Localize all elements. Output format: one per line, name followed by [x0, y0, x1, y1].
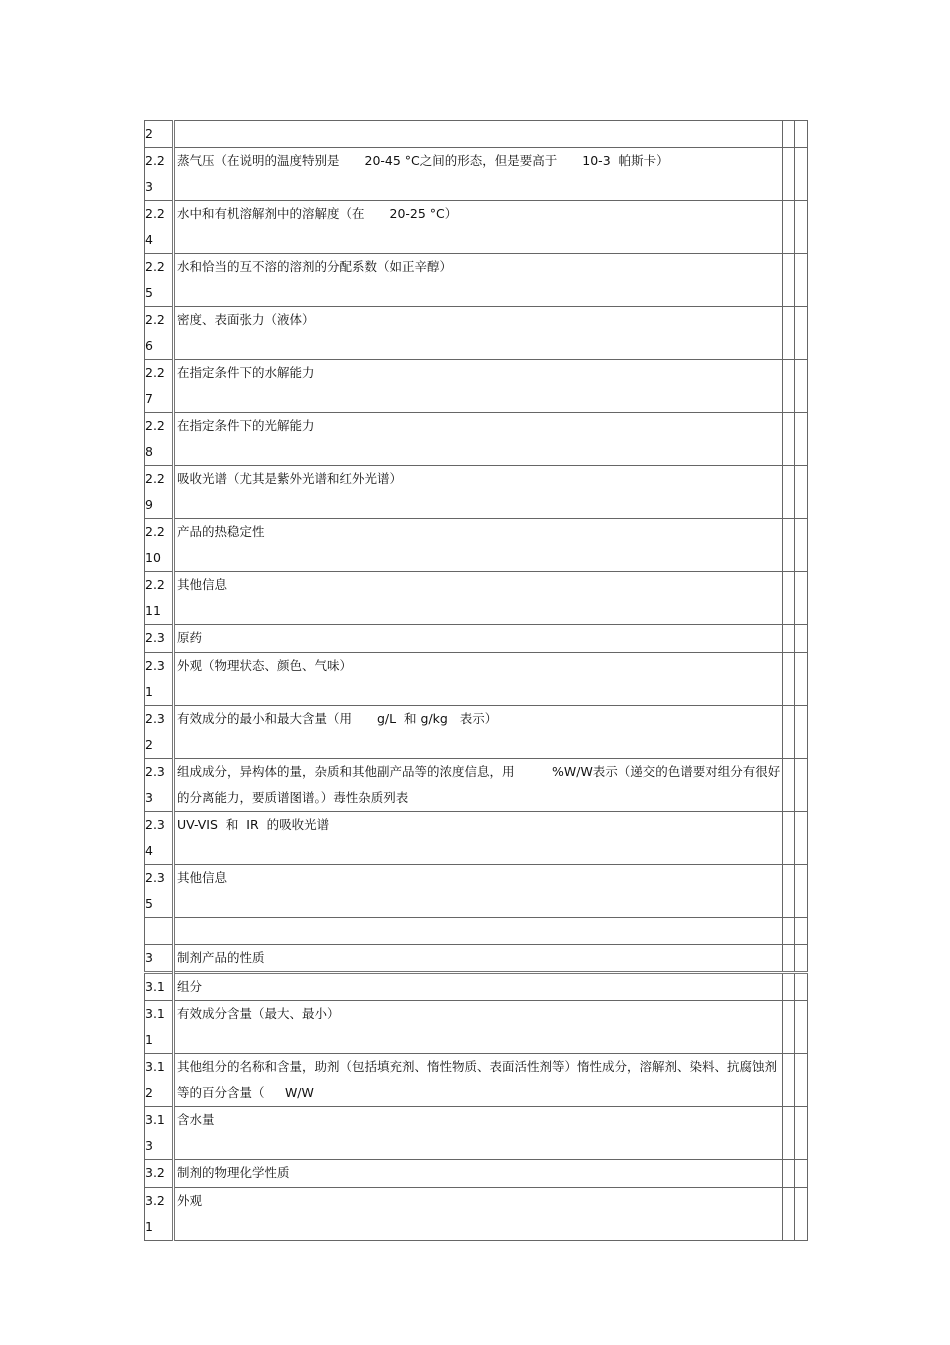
empty-cell: [783, 706, 795, 759]
item-description: 水中和有机溶解剂中的溶解度（在 20-25 °C）: [177, 206, 458, 221]
empty-cell: [783, 759, 795, 812]
item-description-cell: [174, 1001, 783, 1054]
item-description-cell: [174, 572, 783, 625]
empty-cell: [795, 121, 808, 148]
empty-cell: [795, 360, 808, 413]
table-row: [145, 307, 808, 360]
empty-cell: [783, 148, 795, 201]
item-description-cell: [174, 413, 783, 466]
item-description: 蒸气压（在说明的温度特别是 20-45 °C之间的形态，但是要高于 10-3 帕斯卡）: [177, 153, 669, 168]
section-number: 2.2 8: [145, 418, 165, 459]
empty-cell: [783, 466, 795, 519]
section-number: 3.2: [145, 1165, 165, 1180]
empty-cell: [795, 625, 808, 653]
empty-cell: [783, 865, 795, 918]
section-number: 2.2 10: [145, 524, 165, 565]
empty-cell: [795, 973, 808, 1001]
empty-cell: [795, 254, 808, 307]
item-description-cell: [174, 706, 783, 759]
section-number: 2.3 3: [145, 764, 165, 805]
empty-cell: [795, 519, 808, 572]
empty-cell: [783, 1188, 795, 1241]
empty-cell: [783, 1160, 795, 1188]
item-description-cell: [174, 812, 783, 865]
table-row: [145, 759, 808, 812]
section-number: 3.1 3: [145, 1112, 165, 1153]
empty-cell: [783, 519, 795, 572]
section-number: 3: [145, 950, 153, 965]
section-number-cell: [145, 148, 174, 201]
section-number-cell: [145, 519, 174, 572]
section-number: 3.1 1: [145, 1006, 165, 1047]
item-description: 含水量: [177, 1112, 215, 1127]
empty-cell: [783, 121, 795, 148]
empty-cell: [783, 625, 795, 653]
table-row: [145, 812, 808, 865]
item-description-cell: [174, 519, 783, 572]
section-number: 3.1: [145, 979, 165, 994]
table-row: [145, 625, 808, 653]
item-description-cell: [174, 918, 783, 945]
empty-cell: [795, 706, 808, 759]
section-number: 2.3 4: [145, 817, 165, 858]
item-description: 原药: [177, 630, 203, 645]
item-description-cell: [174, 759, 783, 812]
item-description-cell: [174, 1160, 783, 1188]
table-row: [145, 973, 808, 1001]
section-number-cell: [145, 360, 174, 413]
section-number: 3.1 2: [145, 1059, 165, 1100]
section-number-cell: [145, 1054, 174, 1107]
table-row: [145, 254, 808, 307]
table-row: [145, 1188, 808, 1241]
section-number: 2.2 7: [145, 365, 165, 406]
empty-cell: [783, 1001, 795, 1054]
table-body: [145, 121, 808, 1241]
section-number-cell: [145, 945, 174, 973]
item-description: 其他组分的名称和含量，助剂（包括填充剂、惰性物质、表面活性剂等）惰性成分，溶解剂、染料、抗腐蚀剂等的百分含量（ W/W: [177, 1059, 778, 1100]
section-number-cell: [145, 121, 174, 148]
section-number-cell: [145, 1001, 174, 1054]
table-row: [145, 865, 808, 918]
section-number-cell: [145, 706, 174, 759]
table-row: [145, 1001, 808, 1054]
section-number-cell: [145, 653, 174, 706]
item-description: 外观: [177, 1193, 203, 1208]
table-row: [145, 1160, 808, 1188]
item-description-cell: [174, 201, 783, 254]
section-number: 2.2 3: [145, 153, 165, 194]
item-description: 在指定条件下的水解能力: [177, 365, 315, 380]
item-description: 其他信息: [177, 870, 228, 885]
section-number: 2.3 5: [145, 870, 165, 911]
section-number-cell: [145, 572, 174, 625]
item-description: 密度、表面张力（液体）: [177, 312, 315, 327]
item-description-cell: [174, 973, 783, 1001]
item-description-cell: [174, 360, 783, 413]
section-number: 2.3 1: [145, 658, 165, 699]
section-number: 2.3 2: [145, 711, 165, 752]
empty-cell: [795, 812, 808, 865]
empty-cell: [783, 945, 795, 973]
item-description-cell: [174, 1188, 783, 1241]
empty-cell: [783, 254, 795, 307]
item-description-cell: [174, 307, 783, 360]
item-description: 其他信息: [177, 577, 228, 592]
item-description-cell: [174, 653, 783, 706]
empty-cell: [795, 148, 808, 201]
empty-cell: [783, 1054, 795, 1107]
section-number: 3.2 1: [145, 1193, 165, 1234]
section-number-cell: [145, 413, 174, 466]
section-number: 2.2 6: [145, 312, 165, 353]
section-number: 2.3: [145, 630, 165, 645]
empty-cell: [795, 201, 808, 254]
requirements-table: [144, 120, 808, 1241]
section-number: 2.2 9: [145, 471, 165, 512]
empty-cell: [783, 360, 795, 413]
table-row: [145, 572, 808, 625]
item-description: UV-VIS 和 IR 的吸收光谱: [177, 817, 330, 832]
item-description-cell: [174, 148, 783, 201]
empty-cell: [783, 201, 795, 254]
section-number-cell: [145, 1160, 174, 1188]
section-number: 2: [145, 126, 153, 141]
empty-cell: [795, 759, 808, 812]
section-number: 2.2 5: [145, 259, 165, 300]
empty-cell: [795, 945, 808, 973]
table-row: [145, 360, 808, 413]
item-description: 水和恰当的互不溶的溶剂的分配系数（如正辛醇）: [177, 259, 453, 274]
table-row: [145, 706, 808, 759]
item-description-cell: [174, 1107, 783, 1160]
table-row: [145, 148, 808, 201]
empty-cell: [783, 572, 795, 625]
section-number: 2.2 11: [145, 577, 165, 618]
table-row: [145, 466, 808, 519]
empty-cell: [795, 865, 808, 918]
item-description: 吸收光谱（尤其是紫外光谱和红外光谱）: [177, 471, 403, 486]
table-row: [145, 413, 808, 466]
section-number-cell: [145, 1188, 174, 1241]
empty-cell: [783, 918, 795, 945]
table-row: [145, 653, 808, 706]
empty-cell: [783, 973, 795, 1001]
section-number-cell: [145, 201, 174, 254]
section-number-cell: [145, 254, 174, 307]
section-number-cell: [145, 759, 174, 812]
item-description: 产品的热稳定性: [177, 524, 265, 539]
empty-cell: [783, 653, 795, 706]
empty-cell: [795, 466, 808, 519]
empty-cell: [795, 572, 808, 625]
table-row: [145, 201, 808, 254]
empty-cell: [795, 1001, 808, 1054]
empty-cell: [783, 812, 795, 865]
item-description-cell: [174, 254, 783, 307]
item-description-cell: [174, 865, 783, 918]
item-description-cell: [174, 1054, 783, 1107]
item-description: 组成成分，异构体的量，杂质和其他副产品等的浓度信息，用 %W/W表示（递交的色谱要对组分有很好的分离能力，要质谱图谱。）毒性杂质列表: [177, 764, 781, 805]
table-row: [145, 121, 808, 148]
section-number-cell: [145, 625, 174, 653]
item-description: 组分: [177, 979, 203, 994]
item-description-cell: [174, 945, 783, 973]
section-number-cell: [145, 865, 174, 918]
table-row: [145, 1107, 808, 1160]
empty-cell: [795, 653, 808, 706]
item-description: 在指定条件下的光解能力: [177, 418, 315, 433]
item-description-cell: [174, 466, 783, 519]
table-row: [145, 519, 808, 572]
section-number-cell: [145, 812, 174, 865]
section-number-cell: [145, 973, 174, 1001]
empty-cell: [783, 307, 795, 360]
item-description-cell: [174, 121, 783, 148]
section-number: 2.2 4: [145, 206, 165, 247]
item-description: 有效成分含量（最大、最小）: [177, 1006, 340, 1021]
table-row: [145, 1054, 808, 1107]
item-description: 制剂产品的性质: [177, 950, 265, 965]
item-description-cell: [174, 625, 783, 653]
empty-cell: [795, 918, 808, 945]
empty-cell: [795, 413, 808, 466]
table-row: [145, 945, 808, 973]
item-description: 制剂的物理化学性质: [177, 1165, 290, 1180]
item-description: 有效成分的最小和最大含量（用 g/L 和 g/kg 表示）: [177, 711, 498, 726]
section-number-cell: [145, 466, 174, 519]
table-row: [145, 918, 808, 945]
empty-cell: [795, 1188, 808, 1241]
empty-cell: [795, 1107, 808, 1160]
empty-cell: [795, 307, 808, 360]
section-number-cell: [145, 307, 174, 360]
empty-cell: [795, 1160, 808, 1188]
section-number-cell: [145, 1107, 174, 1160]
empty-cell: [795, 1054, 808, 1107]
empty-cell: [783, 413, 795, 466]
item-description: 外观（物理状态、颜色、气味）: [177, 658, 353, 673]
empty-cell: [783, 1107, 795, 1160]
section-number-cell: [145, 918, 174, 945]
